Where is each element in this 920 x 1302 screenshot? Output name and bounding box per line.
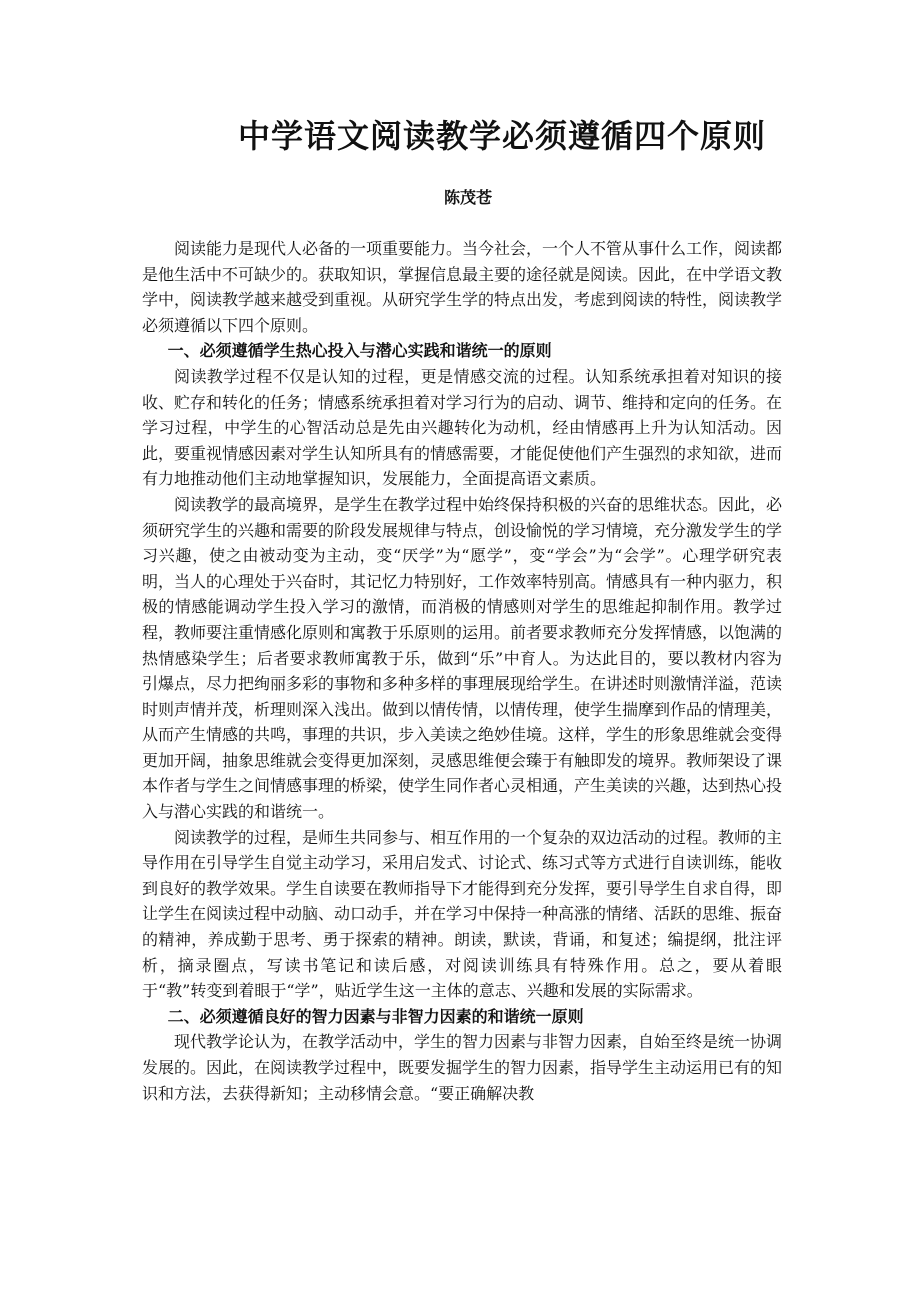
section-1-paragraph-3: 阅读教学的过程，是师生共同参与、相互作用的一个复杂的双边活动的过程。教师的主导作用在引导学生自觉主动学习，采用启发式、讨论式、练习式等方式进行自读训练，能收到良好的教学效果。学生自读要在教师指导下才能得到充分发挥，要引导学生自求自得，即让学生在阅读过程中动脑、动口动手，并在学习中保持一种高涨的情绪、活跃的思维、振奋的精神，养成勤于思考、勇于探索的精神。朗读，默读，背诵，和复述；编提纲，批注评析，摘录圈点，写读书笔记和读后感，对阅读训练具有特殊作用。总之，要从着眼于“教”转变到着眼于“学”，贴近学生这一主体的意志、兴趣和发展的实际需求。 <box>142 827 783 1001</box>
section-1-paragraph-1: 阅读教学过程不仅是认知的过程，更是情感交流的过程。认知系统承担着对知识的接收、贮存和转化的任务；情感系统承担着对学习行为的启动、调节、维持和定向的任务。在学习过程，中学生的心智活动总是先由兴趣转化为动机，经由情感再上升为认知活动。因此，要重视情感因素对学生认知所具有的情感需要，才能促使他们产生强烈的求知欲，进而有力地推动他们主动地掌握知识，发展能力，全面提高语文素质。 <box>142 366 783 489</box>
section-1-paragraph-2: 阅读教学的最高境界，是学生在教学过程中始终保持积极的兴奋的思维状态。因此，必须研究学生的兴趣和需要的阶段发展规律与特点，创设愉悦的学习情境，充分激发学生的学习兴趣，使之由被动变为主动，变“厌学”为“愿学”，变“学会”为“会学”。心理学研究表明，当人的心理处于兴奋时，其记忆力特别好，工作效率特别高。情感具有一种内驱力，积极的情感能调动学生投入学习的激情，而消极的情感则对学生的思维起抑制作用。教学过程，教师要注重情感化原则和寓教于乐原则的运用。前者要求教师充分发挥情感，以饱满的热情感染学生；后者要求教师寓教于乐，做到“乐”中育人。为达此目的，要以教材内容为引爆点，尽力把绚丽多彩的事物和多种多样的事理展现给学生。在讲述时则激情洋溢，范读时则声情并茂，析理则深入浅出。做到以情传情，以情传理，使学生揣摩到作品的情理美，从而产生情感的共鸣，事理的共识，步入美读之绝妙佳境。这样，学生的形象思维就会变得更加开阔，抽象思维就会变得更加深刻，灵感思维便会臻于有触即发的境界。教师架设了课本作者与学生之间情感事理的桥梁，使学生同作者心灵相通，产生美读的兴趣，达到热心投入与潜心实践的和谐统一。 <box>142 494 783 822</box>
section-2-heading: 二、必须遵循良好的智力因素与非智力因素的和谐统一原则 <box>167 1006 584 1026</box>
intro-paragraph: 阅读能力是现代人必备的一项重要能力。当今社会，一个人不管从事什么工作，阅读都是他生活中不可缺少的。获取知识，掌握信息最主要的途径就是阅读。因此，在中学语文教学中，阅读教学越来越受到重视。从研究学生学的特点出发，考虑到阅读的特性，阅读教学必须遵循以下四个原则。 <box>142 239 783 335</box>
section-2-paragraph-1: 现代教学论认为，在教学活动中，学生的智力因素与非智力因素，自始至终是统一协调发展的。因此，在阅读教学过程中，既要发掘学生的智力因素，指导学生主动运用已有的知识和方法，去获得新知；主动移情会意。“要正确解决教 <box>142 1032 783 1103</box>
section-1-heading: 一、必须遵循学生热心投入与潜心实践和谐统一的原则 <box>167 341 552 361</box>
document-title: 中学语文阅读教学必须遵循四个原则 <box>238 117 767 155</box>
document-body <box>142 236 782 1106</box>
document-author: 陈茂苍 <box>444 188 493 207</box>
